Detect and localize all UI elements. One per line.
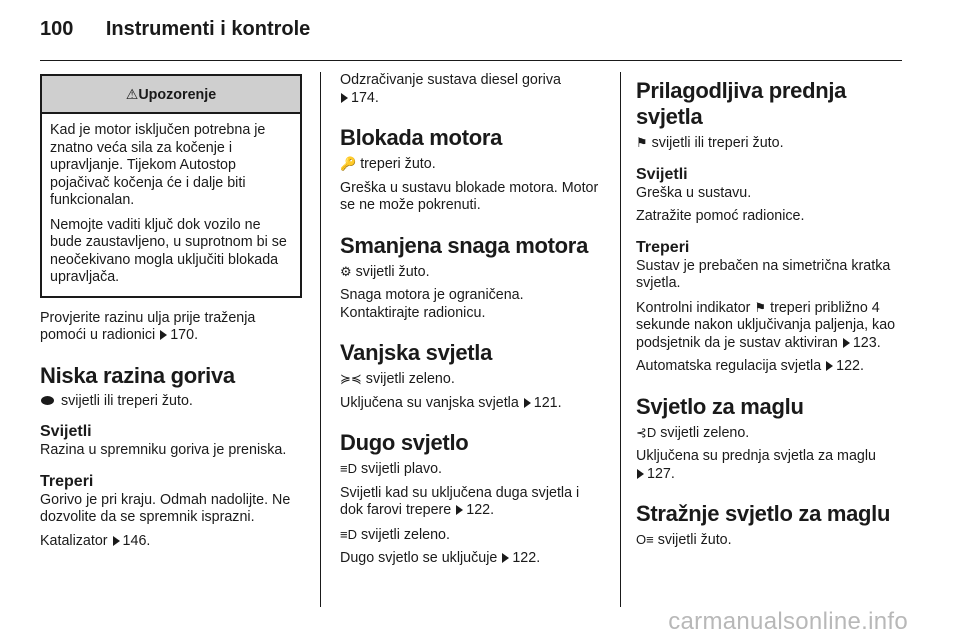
warning-box — [40, 74, 302, 298]
reduced-power-heading: Smanjena snaga motora — [340, 232, 589, 258]
afl-treperi-text-1: Sustav je prebačen na simetrična kratka svjetla. — [636, 257, 891, 291]
engine-power-icon: ⚙ — [340, 263, 352, 279]
high-beam-assist-indicator-line: ≡D svijetli zeleno. — [340, 526, 450, 543]
rear-fog-indicator-line: O≡ svijetli žuto. — [636, 532, 732, 548]
warning-title: Upozorenje — [138, 87, 217, 103]
katalizator-paragraph: Katalizator 146. — [40, 532, 151, 549]
oil-paragraph: Provjerite razinu ulja prije traženja pomoći u radionici 170. — [40, 309, 256, 343]
immobiliser-heading: Blokada motora — [340, 125, 503, 150]
fuel-treperi-heading: Treperi — [40, 472, 94, 490]
front-fog-icon: ⊰D — [636, 424, 657, 440]
page-ref-arrow-icon — [524, 398, 531, 408]
fuel-svijetli-heading: Svijetli — [40, 423, 92, 440]
exterior-lights-heading: Vanjska svjetla — [340, 340, 493, 365]
page-ref-link[interactable]: 122. — [466, 502, 495, 518]
fog-light-heading: Svjetlo za maglu — [636, 393, 804, 419]
page-ref-arrow-icon — [637, 469, 644, 479]
page-ref-arrow-icon — [160, 330, 167, 340]
column-divider-1 — [320, 72, 321, 607]
high-beam-heading: Dugo svjetlo — [340, 430, 469, 455]
high-beam-indicator-line: ≡D svijetli plavo. — [340, 461, 443, 477]
afl-auto-text: Automatska regulacija svjetla 122. — [636, 358, 864, 374]
page-title: Instrumenti i kontrole — [105, 18, 311, 40]
fog-text: Uključena su prednja svjetla za maglu 127. — [636, 448, 876, 482]
page-ref-arrow-icon — [826, 361, 833, 371]
high-beam-assist-text: Dugo svjetlo se uključuje 122. — [340, 550, 541, 566]
afl-indicator-line: ⚑ svijetli ili treperi žuto. — [636, 135, 784, 151]
exterior-text: Uključena su vanjska svjetla 121. — [340, 394, 562, 411]
watermark: carmanualsonline.info — [668, 608, 908, 635]
header-rule — [40, 60, 902, 61]
page-ref-link[interactable]: 170. — [170, 327, 199, 343]
immobiliser-indicator-line: 🔑 treperi žuto. — [340, 156, 436, 172]
afl-svijetli-text-2: Zatražite pomoć radionice. — [636, 208, 805, 224]
page-ref-arrow-icon — [341, 93, 348, 103]
fuel-treperi-text: Gorivo je pri kraju. Odmah nadolijte. Ne dozvolite da se spremnik isprazni. — [40, 491, 291, 525]
warning-paragraph-1: Kad je motor isključen potrebna je znatno veća sila za kočenje i upravljanje. Tijekom Autostop pojačivač kočenja će i dalje biti funkcionalan. — [50, 122, 266, 208]
column-2 — [340, 72, 602, 574]
exterior-indicator-line: ≽≼ svijetli zeleno. — [340, 371, 455, 387]
high-beam-text: Svijetli kad su uključena duga svjetla i dok farovi trepere 122. — [340, 484, 580, 518]
warning-triangle-icon: ⚠ — [125, 86, 139, 102]
afl-treperi-text-2: Kontrolni indikator ⚑ treperi približno 4 sekunde nakon uključivanja paljenja, kao podsjetnik da je sustav aktiviran 123. — [636, 299, 896, 351]
diesel-paragraph: Odzračivanje sustava diesel goriva 174. — [340, 72, 561, 106]
high-beam-assist-icon: ≡D — [340, 526, 357, 542]
fuel-heading: Niska razina goriva — [40, 362, 235, 388]
afl-treperi-heading: Treperi — [636, 238, 690, 256]
rear-fog-heading: Stražnje svjetlo za maglu — [636, 501, 891, 526]
page-ref-link[interactable]: 146. — [122, 532, 151, 549]
afl-icon: ⚑ — [636, 135, 648, 150]
column-divider-2 — [620, 72, 621, 607]
page-ref-arrow-icon — [843, 338, 850, 348]
afl-svijetli-text-1: Greška u sustavu. — [636, 184, 752, 201]
warning-header — [42, 76, 300, 114]
column-1 — [40, 72, 302, 556]
page-ref-link[interactable]: 122. — [836, 358, 864, 374]
page-ref-link[interactable]: 122. — [512, 550, 541, 566]
reduced-power-indicator-line: ⚙ svijetli žuto. — [340, 263, 430, 280]
page-ref-arrow-icon — [113, 536, 120, 546]
page-ref-link[interactable]: 127. — [647, 465, 675, 482]
rear-fog-icon: O≡ — [636, 532, 654, 547]
car-key-icon: 🔑 — [340, 156, 357, 171]
fuel-drop-icon — [41, 396, 54, 405]
page-ref-link[interactable]: 174. — [351, 89, 379, 106]
page-ref-link[interactable]: 123. — [852, 334, 881, 351]
reduced-power-text: Snaga motora je ograničena. Kontaktirajte radionicu. — [340, 287, 524, 321]
page-header — [40, 18, 310, 48]
high-beam-icon: ≡D — [340, 461, 357, 476]
page-ref-arrow-icon — [502, 553, 509, 563]
column-3 — [636, 72, 904, 556]
afl-icon: ⚑ — [754, 299, 767, 315]
fuel-indicator-line: svijetli ili treperi žuto. — [40, 393, 302, 411]
fog-indicator-line: ⊰D svijetli zeleno. — [636, 424, 750, 441]
warning-paragraph-2: Nemojte vaditi ključ dok vozilo ne bude zaustavljeno, u suprotnom bi se neočekivano mogla uključiti blokada upravljača. — [50, 216, 287, 285]
page-number: 100 — [40, 18, 74, 40]
side-light-icon: ≽≼ — [340, 371, 362, 386]
immobiliser-text: Greška u sustavu blokade motora. Motor se ne može pokrenuti. — [340, 179, 599, 213]
fuel-svijetli-text: Razina u spremniku goriva je preniska. — [40, 442, 287, 458]
warning-body — [42, 114, 300, 296]
afl-svijetli-heading: Svijetli — [636, 165, 688, 183]
page-ref-arrow-icon — [456, 505, 463, 515]
afl-heading: Prilagodljiva prednja svjetla — [636, 78, 847, 129]
page-ref-link[interactable]: 121. — [533, 394, 562, 411]
